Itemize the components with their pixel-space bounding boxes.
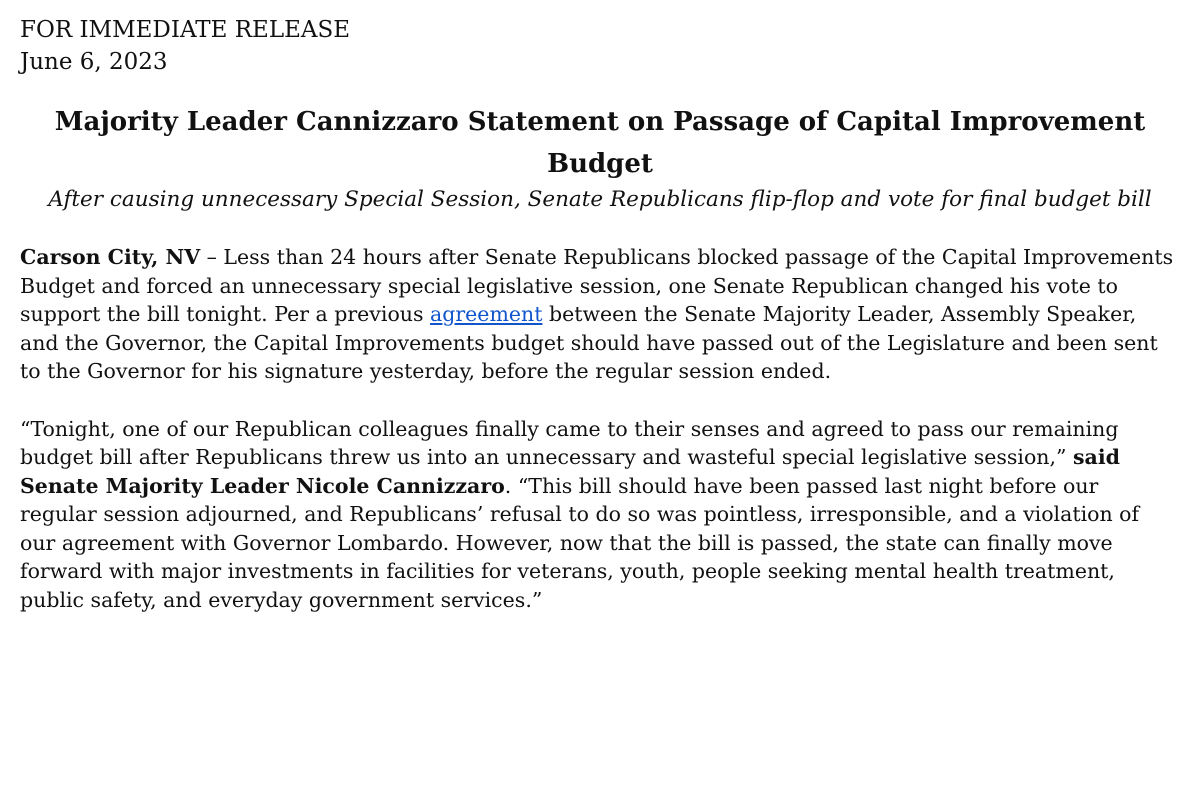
quote-start: “Tonight, one of our Republican colleagues finally came to their senses and agreed to pass our remaining budget bill after Republicans threw us into an unnecessary and wasteful special legislative session,”: [20, 416, 1119, 469]
agreement-link[interactable]: agreement: [430, 302, 543, 326]
dateline-dash: –: [200, 245, 224, 269]
dateline: Carson City, NV: [20, 245, 201, 269]
body-paragraph-2: [20, 415, 1180, 615]
quote-rest: . “This bill should have been passed last night before our regular session adjourned, and Republicans’ refusal to do so was pointless, irresponsible, and a violation of our agreement with Governor Lombardo. However, now that the bill is passed, the state can finally move forward with major investments in facilities for veterans, youth, people seeking mental health treatment, public safety, and everyday government services.”: [20, 473, 1140, 612]
press-release: [20, 14, 1180, 614]
release-date: June 6, 2023: [20, 49, 168, 75]
page-subtitle: After causing unnecessary Special Session, Senate Republicans flip-flop and vote for final budget bill: [48, 187, 1152, 212]
body-paragraph-1: [20, 243, 1180, 386]
quote-attribution: said Senate Majority Leader Nicole Cannizzaro: [20, 445, 1120, 498]
paragraph-1-text-end: between the Senate Majority Leader, Assembly Speaker, and the Governor, the Capital Improvements budget should have passed out of the Legislature and been sent to the Governor for his signature yesterday, before the regular session ended.: [20, 302, 1158, 383]
paragraph-1-text-start: Less than 24 hours after Senate Republicans blocked passage of the Capital Improvements Budget and forced an unnecessary special legislative session, one Senate Republican changed his vote to support the bill tonight. Per a previous: [20, 245, 1174, 326]
release-label: FOR IMMEDIATE RELEASE: [20, 17, 351, 43]
page-title: Majority Leader Cannizzaro Statement on Passage of Capital Improvement Budget: [54, 107, 1146, 179]
